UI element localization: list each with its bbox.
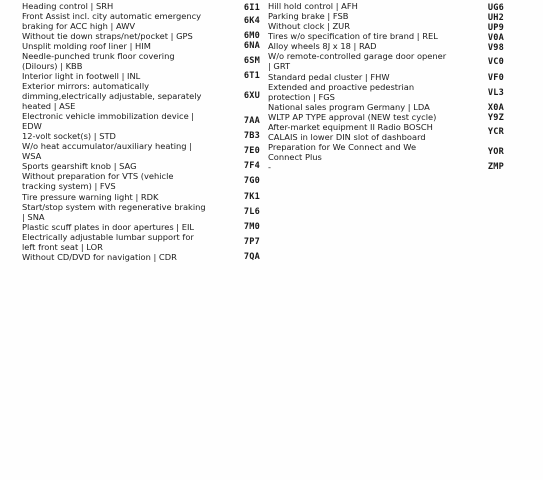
item-code: 6M0 <box>243 31 260 41</box>
item-description: Extended and proactive pedestrian protection | FGS <box>268 82 415 102</box>
item-description: Electrically adjustable lumbar support for left front seat | LOR <box>22 232 194 252</box>
item-description: Hill hold control | AFH <box>268 1 358 11</box>
item-code: 7K1 <box>243 192 260 202</box>
item-code: YCR <box>487 127 504 137</box>
item-description: 12-volt socket(s) | STD <box>22 131 116 141</box>
item-description: - <box>268 162 271 172</box>
item-code: UP9 <box>487 23 504 33</box>
item-description: National sales program Germany | LDA <box>268 102 430 112</box>
item-description: Start/stop system with regenerative braking | SNA <box>22 202 206 222</box>
item-code: VF0 <box>487 73 504 83</box>
item-description: Without CD/DVD for navigation | CDR <box>22 252 177 262</box>
item-code: VL3 <box>487 88 504 98</box>
item-code: 6K4 <box>243 16 260 26</box>
item-code: 7QA <box>243 252 260 262</box>
item-code: V0A <box>487 33 504 43</box>
item-code: V98 <box>487 43 504 53</box>
item-code: ZMP <box>487 162 504 172</box>
item-description: Without clock | ZUR <box>268 21 350 31</box>
item-description: Exterior mirrors: automatically dimming,electrically adjustable, separately heated | ASE <box>22 81 202 111</box>
item-description: Interior light in footwell | INL <box>22 71 141 81</box>
item-code: 7P7 <box>243 237 260 247</box>
item-description: Tire pressure warning light | RDK <box>22 192 159 202</box>
item-code: 7AA <box>243 116 260 126</box>
item-description: WLTP AP TYPE approval (NEW test cycle) <box>268 112 437 122</box>
item-code: 6I1 <box>243 3 260 13</box>
item-code: 6SM <box>243 56 260 66</box>
item-description: Unsplit molding roof liner | HIM <box>22 41 151 51</box>
item-code: 7G0 <box>243 176 260 186</box>
item-description: Without preparation for VTS (vehicle tracking system) | FVS <box>22 171 174 191</box>
item-description: W/o remote-controlled garage door opener | GRT <box>268 51 447 71</box>
item-description: Preparation for We Connect and We Connect Plus <box>268 142 417 162</box>
item-description: Needle-punched trunk floor covering (Dilours) | KBB <box>22 51 175 71</box>
item-code: 7M0 <box>243 222 260 232</box>
item-description: Alloy wheels 8J x 18 | RAD <box>268 41 377 51</box>
item-description: Heading control | SRH <box>22 1 114 11</box>
item-code: X0A <box>487 103 504 113</box>
item-description: W/o heat accumulator/auxiliary heating | WSA <box>22 141 192 161</box>
item-description: Plastic scuff plates in door apertures | EIL <box>22 222 195 232</box>
item-description: Tires w/o specification of tire brand | REL <box>268 31 438 41</box>
item-description: Without tie down straps/net/pocket | GPS <box>22 31 193 41</box>
item-description: Front Assist incl. city automatic emergency braking for ACC high | AWV <box>22 11 202 31</box>
item-code: 6NA <box>243 41 260 51</box>
item-description: Standard pedal cluster | FHW <box>268 72 390 82</box>
item-code: YOR <box>487 147 504 157</box>
item-code: 7L6 <box>243 207 260 217</box>
item-code: 7B3 <box>243 131 260 141</box>
item-code: 7F4 <box>243 161 260 171</box>
item-description: Electronic vehicle immobilization device | EDW <box>22 111 195 131</box>
item-description: Sports gearshift knob | SAG <box>22 161 137 171</box>
item-code: 7E0 <box>243 146 260 156</box>
item-code: UG6 <box>487 3 504 13</box>
item-description: After-market equipment II Radio BOSCH CALAIS in lower DIN slot of dashboard <box>268 122 433 142</box>
item-code: UH2 <box>487 13 504 23</box>
item-code: 6T1 <box>243 71 260 81</box>
item-code: VC0 <box>487 57 504 67</box>
item-code: Y9Z <box>487 113 504 123</box>
item-code: 6XU <box>243 91 260 101</box>
item-description: Parking brake | FSB <box>268 11 349 21</box>
